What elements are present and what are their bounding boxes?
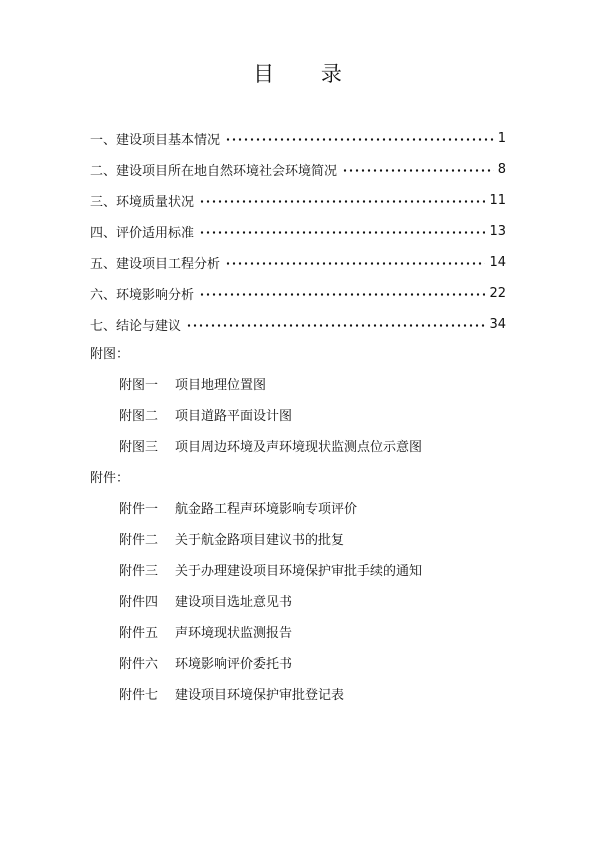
attachment-item[interactable] (90, 618, 510, 649)
attachment-item[interactable] (90, 556, 510, 587)
figure-item[interactable] (90, 370, 510, 401)
toc-entry-page: 11 (489, 193, 506, 208)
figure-code: 附图一 (119, 378, 159, 393)
table-of-contents (90, 123, 506, 340)
toc-entry[interactable] (90, 154, 506, 185)
attachment-code: 附件五 (119, 626, 159, 641)
attachment-item[interactable] (90, 680, 510, 711)
attachments-heading: 附件： (90, 471, 130, 486)
attachment-title: 建设项目环境保护审批登记表 (175, 688, 345, 703)
attachment-title: 关于办理建设项目环境保护审批手续的通知 (175, 564, 423, 579)
figure-title: 项目道路平面设计图 (175, 409, 293, 424)
toc-entry-page: 14 (489, 255, 506, 270)
attachment-title: 建设项目选址意见书 (175, 595, 293, 610)
dot-leader (199, 200, 485, 203)
toc-entry[interactable] (90, 123, 506, 154)
toc-entry-label: 二、建设项目所在地自然环境社会环境简况 (90, 164, 338, 179)
attachment-title: 关于航金路项目建议书的批复 (175, 533, 345, 548)
toc-entry-label: 七、结论与建议 (90, 319, 182, 334)
attachment-code: 附件一 (119, 502, 159, 517)
figures-heading: 附图： (90, 347, 130, 362)
toc-entry[interactable] (90, 216, 506, 247)
attachments-section (90, 463, 510, 711)
figure-item[interactable] (90, 401, 510, 432)
toc-entry-page: 22 (489, 286, 506, 301)
attachment-item[interactable] (90, 525, 510, 556)
toc-entry[interactable] (90, 247, 506, 278)
attachment-code: 附件二 (119, 533, 159, 548)
attachment-item[interactable] (90, 494, 510, 525)
toc-entry-label: 五、建设项目工程分析 (90, 257, 221, 272)
dot-leader (186, 324, 485, 327)
toc-entry-label: 六、环境影响分析 (90, 288, 195, 303)
attachment-title: 声环境现状监测报告 (175, 626, 293, 641)
toc-entry[interactable] (90, 309, 506, 340)
attachment-title: 环境影响评价委托书 (175, 657, 293, 672)
toc-entry-page: 13 (489, 224, 506, 239)
toc-entry-label: 三、环境质量状况 (90, 195, 195, 210)
toc-entry-page: 1 (497, 131, 506, 146)
page-title: 目 录 (253, 62, 362, 86)
figure-item[interactable] (90, 432, 510, 463)
dot-leader (199, 231, 485, 234)
attachment-item[interactable] (90, 649, 510, 680)
attachment-title: 航金路工程声环境影响专项评价 (175, 502, 358, 517)
toc-entry-label: 四、评价适用标准 (90, 226, 195, 241)
figures-section (90, 339, 510, 463)
dot-leader (225, 262, 485, 265)
attachment-code: 附件七 (119, 688, 159, 703)
attachment-code: 附件三 (119, 564, 159, 579)
dot-leader (199, 293, 485, 296)
figure-title: 项目周边环境及声环境现状监测点位示意图 (175, 440, 423, 455)
attachment-item[interactable] (90, 587, 510, 618)
toc-entry-page: 34 (489, 317, 506, 332)
figure-code: 附图二 (119, 409, 159, 424)
figure-title: 项目地理位置图 (175, 378, 267, 393)
dot-leader (342, 169, 494, 172)
toc-entry[interactable] (90, 185, 506, 216)
toc-entry-page: 8 (497, 162, 506, 177)
dot-leader (225, 138, 494, 141)
attachment-code: 附件四 (119, 595, 159, 610)
figure-code: 附图三 (119, 440, 159, 455)
toc-entry-label: 一、建设项目基本情况 (90, 133, 221, 148)
attachment-code: 附件六 (119, 657, 159, 672)
toc-entry[interactable] (90, 278, 506, 309)
